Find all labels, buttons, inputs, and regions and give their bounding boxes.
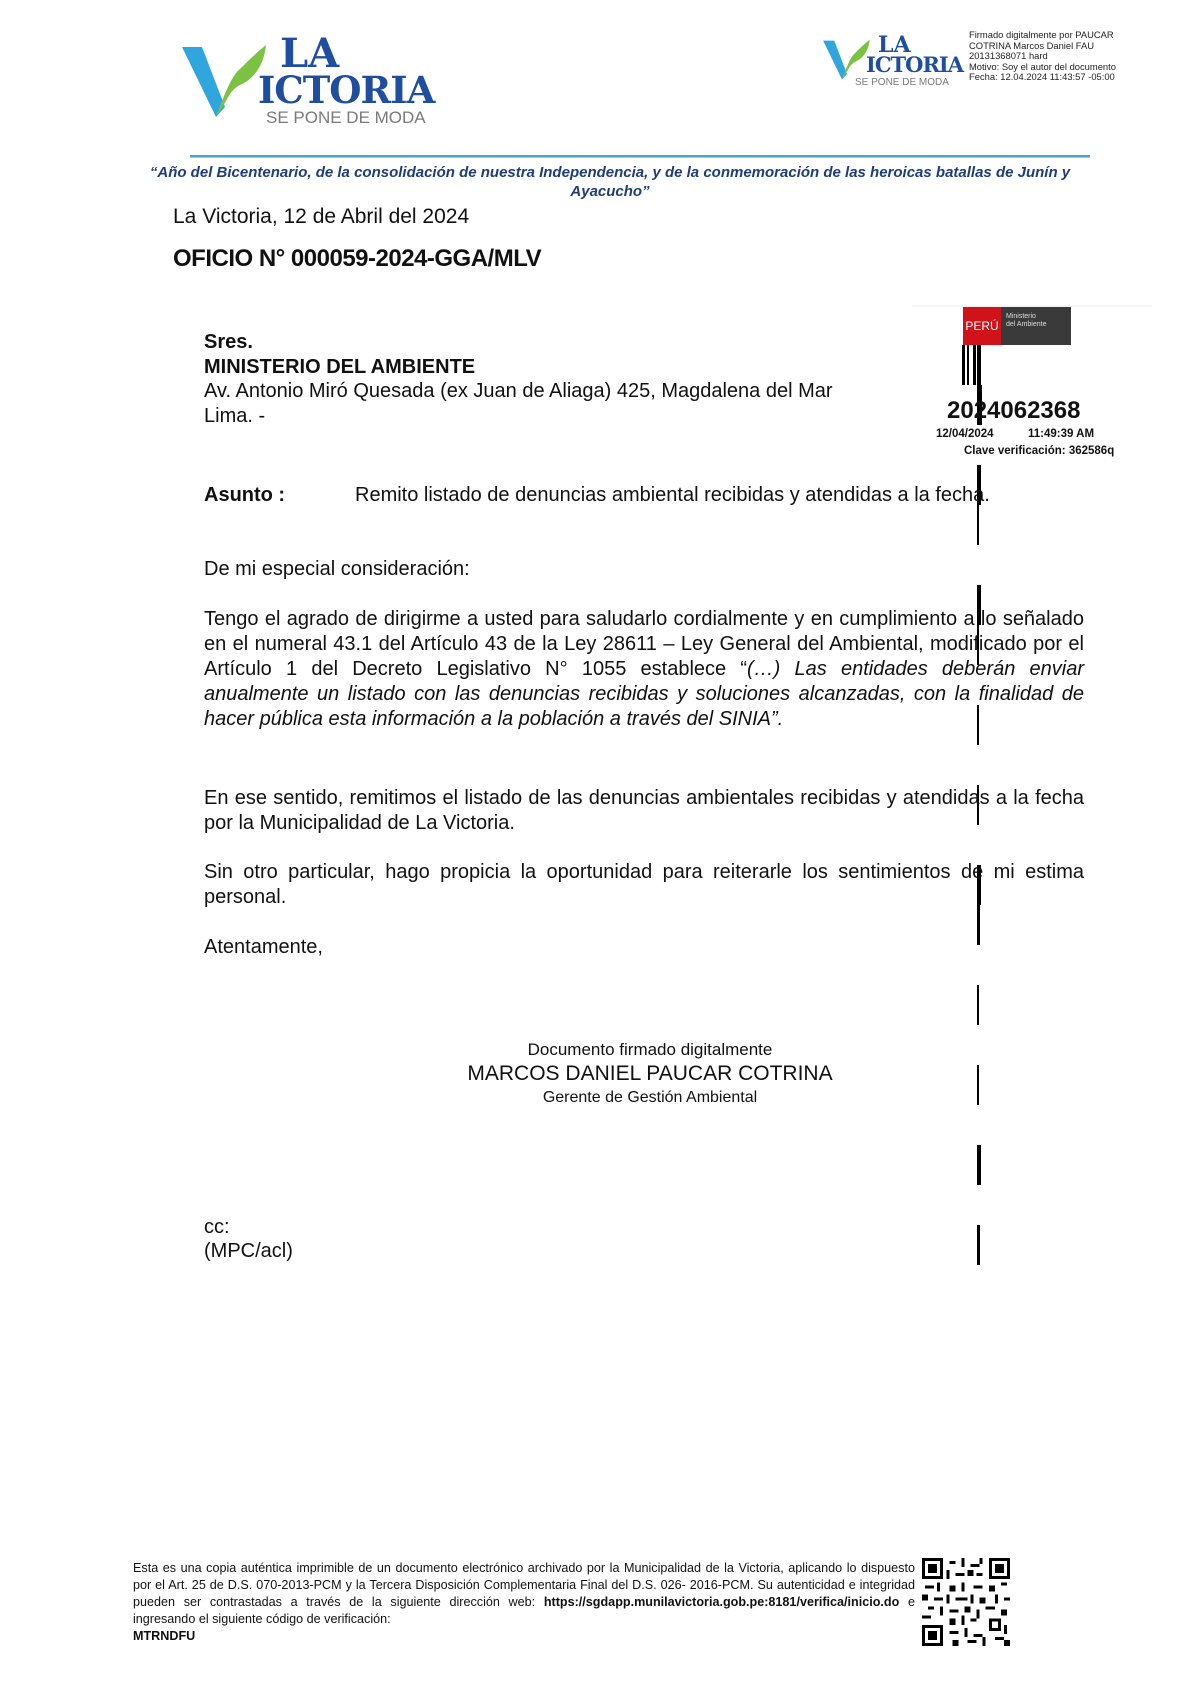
v-leaf-logo-icon: [180, 35, 270, 125]
body-paragraph-3: Sin otro particular, hago propicia la oportunidad para reiterarle los sentimientos de mi estima personal.: [204, 861, 1084, 908]
ministry-line1: Ministerio: [1006, 313, 1036, 320]
ministry-stamp-logo: [963, 307, 1071, 345]
header-separator: [190, 155, 1090, 158]
stamp-time: 11:49:39 AM: [1028, 428, 1095, 440]
signature-logo: [822, 32, 962, 92]
sig-logo-ictoria-text: ICTORIA: [866, 52, 964, 77]
barcode-icon: [962, 345, 1084, 385]
peru-label: PERÚ: [963, 307, 1001, 345]
recipient-city: Lima. -: [204, 404, 266, 427]
subject-label: Asunto :: [204, 484, 286, 506]
place-date: La Victoria, 12 de Abril del 2024: [173, 205, 470, 228]
body-p1-text: Tengo el agrado de dirigirme a usted para saludarlo cordialmente y en cumplimiento a lo señalado en el numeral 43.1 del Artículo 43 de la Ley 28611 – Ley General del Ambiental, modificado por el Artículo 1 del Decreto Legislativo N° 1055 establece “: [204, 608, 1084, 680]
authenticity-footer: [133, 1560, 915, 1645]
logo-tagline: SE PONE DE MODA: [266, 108, 426, 127]
ministry-label: [1001, 307, 1071, 345]
sig-line: Motivo: Soy el autor del documento: [969, 60, 1116, 72]
signer-name: MARCOS DANIEL PAUCAR COTRINA: [467, 1062, 833, 1085]
sig-line: Fecha: 12.04.2024 11:43:57 -05:00: [969, 71, 1115, 83]
greeting: De mi especial consideración:: [204, 558, 470, 580]
year-motto: “Año del Bicentenario, de la consolidación de nuestra Independencia, y de la conmemoración de las heroicas batallas de Junín y Ayacucho”: [149, 164, 1071, 200]
sig-logo-la-text: LA: [878, 32, 911, 58]
recipient-address: Av. Antonio Miró Quesada (ex Juan de Aliaga) 425, Magdalena del Mar: [204, 380, 833, 402]
verification-link[interactable]: https://sgdapp.munilavictoria.gob.pe:8181/verifica/inicio.do: [543, 1595, 900, 1609]
sig-logo-tagline: SE PONE DE MODA: [855, 77, 949, 88]
stamp-number: 2024062368: [947, 397, 1081, 424]
sig-line: Firmado digitalmente por PAUCAR: [969, 29, 1114, 40]
subject-text: Remito listado de denuncias ambiental recibidas y atendidas a la fecha.: [355, 484, 990, 506]
stamp-verification-key: Clave verificación: 362586q: [964, 445, 1115, 457]
body-paragraph-1: [204, 607, 1084, 732]
cc-label: cc:: [204, 1216, 230, 1238]
body-paragraph-2: En ese sentido, remitimos el listado de las denuncias ambientales recibidas y atendidas a la fecha por la Municipalidad de La Victoria.: [204, 787, 1084, 834]
oficio-number: OFICIO N° 000059-2024-GGA/MLV: [173, 245, 542, 272]
digital-signature-info: [969, 30, 1189, 83]
recipient-block: [204, 330, 833, 428]
signer-title: Gerente de Gestión Ambiental: [542, 1089, 758, 1106]
recipient-entity: MINISTERIO DEL AMBIENTE: [204, 355, 476, 378]
logo-la-text: LA: [280, 30, 340, 77]
footer-text: Esta es una copia auténtica imprimible de un documento electrónico archivado por la Municipalidad de la Victoria, aplicando lo dispuesto por el Art. 25 de D.S. 070-2013-PCM y la Tercera Disposición Complementaria Final del D.S. 026- 2016-PCM. Su autenticidad e integridad pueden ser contrastadas a través de la siguiente dirección web:: [133, 1561, 915, 1609]
stamp-date: 12/04/2024: [936, 428, 994, 440]
closing: Atentamente,: [204, 936, 323, 958]
qr-code-icon: [922, 1558, 1010, 1646]
ministry-line2: del Ambiente: [1006, 321, 1047, 328]
cc-value: (MPC/acl): [204, 1240, 293, 1262]
sig-line: COTRINA Marcos Daniel FAU: [969, 39, 1095, 51]
sig-line: 20131368071 hard: [969, 50, 1048, 62]
footer-text-2: e ingresando el siguiente código de verificación:: [133, 1595, 915, 1626]
salutation: Sres.: [204, 331, 253, 353]
signature-note: Documento firmado digitalmente: [527, 1040, 773, 1059]
la-victoria-logo: [180, 30, 435, 127]
verification-code: MTRNDFU: [133, 1629, 196, 1643]
body-p1-quote: (…) Las entidades deberán enviar anualmente un listado con las denuncias recibidas y soluciones alcanzadas, con la finalidad de hacer pública esta información a la población a través del SINIA”.: [204, 658, 1084, 730]
logo-ictoria-text: ICTORIA: [258, 68, 435, 112]
